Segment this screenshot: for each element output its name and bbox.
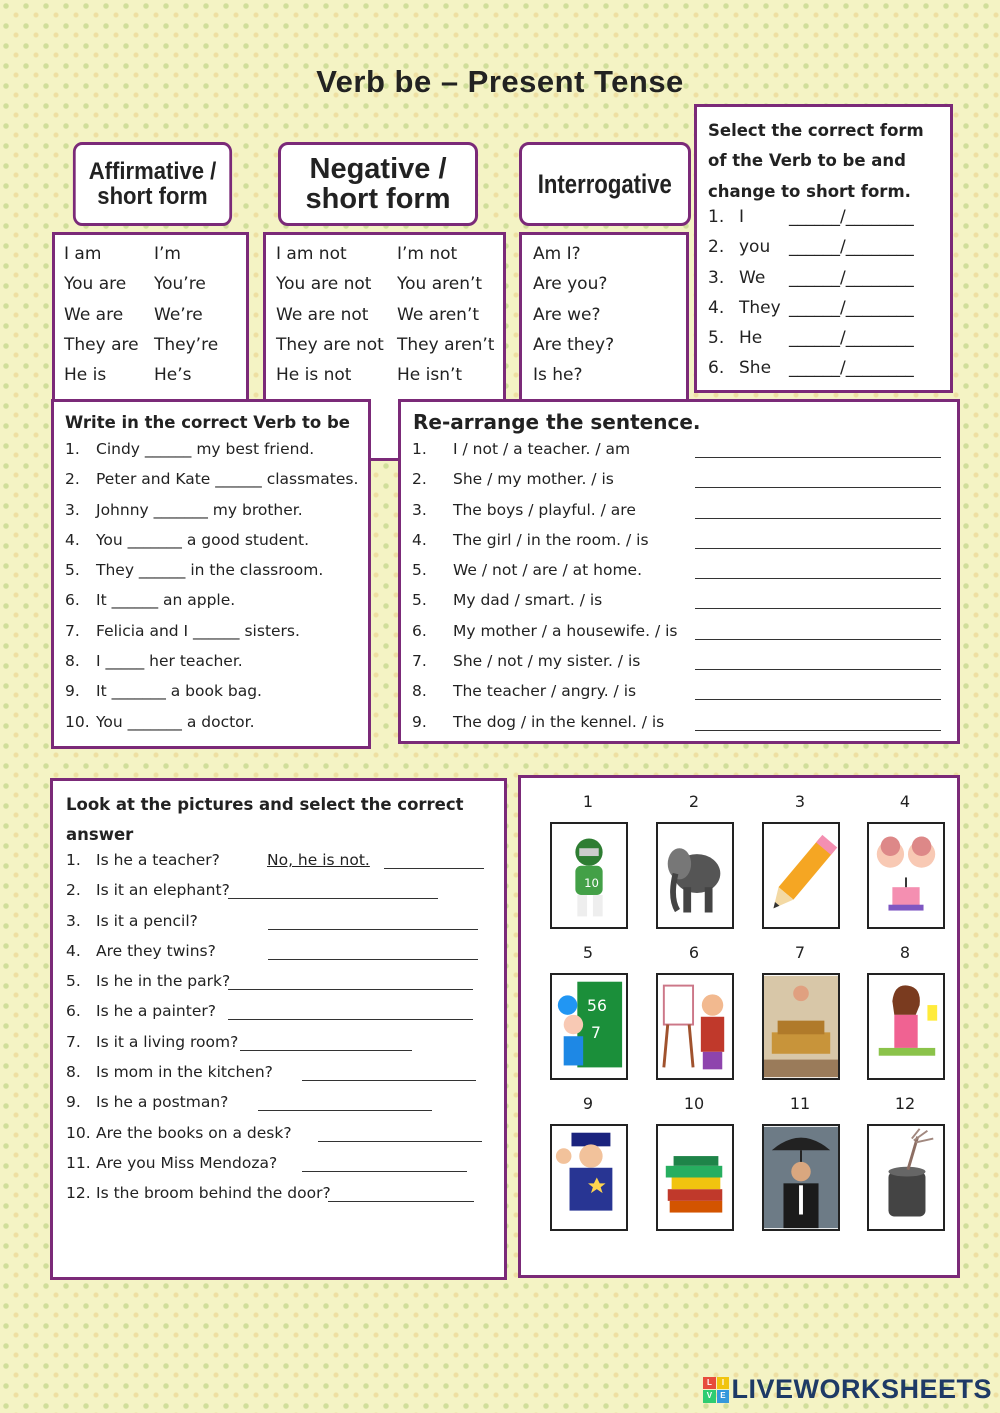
sentence-with-blank[interactable]: You _______ a good student. [96, 530, 309, 549]
item-number: 7. [65, 621, 80, 640]
answer-line[interactable] [695, 548, 941, 549]
item-number: 3. [708, 267, 725, 288]
select-form-item [708, 207, 948, 237]
picture-question-item [66, 912, 496, 942]
page-title: Verb be – Present Tense [316, 64, 684, 99]
rearrange-items [412, 440, 952, 743]
affirmative-header-line1: Affirmative / [88, 157, 217, 185]
answer-line[interactable] [695, 578, 941, 579]
negative-short-form: You aren’t [397, 274, 483, 295]
item-number: 1. [65, 440, 80, 458]
item-number: 1. [708, 207, 725, 227]
affirmative-row [64, 244, 244, 274]
affirmative-short-form: I’m [154, 244, 181, 264]
item-pronoun: We [739, 267, 766, 288]
sentence-with-blank[interactable]: Johnny _______ my brother. [96, 500, 303, 519]
scrambled-sentence: My dad / smart. / is [453, 591, 603, 610]
item-number: 2. [708, 237, 725, 258]
item-number: 6. [412, 621, 427, 640]
negative-row [276, 305, 504, 335]
interrogative-row: Is he? [533, 365, 583, 386]
negative-header-line1: Negative / [309, 152, 447, 185]
affirmative-long-form: I am [64, 244, 102, 264]
item-number: 5. [708, 328, 725, 349]
select-form-item [708, 358, 948, 388]
answer-line[interactable] [695, 518, 941, 519]
scrambled-sentence: She / my mother. / is [453, 470, 614, 489]
item-pronoun: They [739, 297, 781, 318]
negative-short-form: I’m not [397, 244, 458, 264]
answer-line[interactable] [240, 1050, 412, 1051]
question-text: Is he a postman? [96, 1093, 229, 1112]
sentence-with-blank[interactable]: It ______ an apple. [96, 591, 236, 610]
question-text: Is he in the park? [96, 972, 231, 991]
item-number: 2. [66, 881, 81, 900]
pictures-heading-line2: answer [66, 825, 134, 845]
answer-line[interactable] [695, 639, 941, 640]
liveworksheets-logo-icon: L I V E [703, 1377, 729, 1403]
answer-blank[interactable]: ______/________ [789, 328, 914, 349]
answer-blank[interactable]: ______/________ [789, 267, 914, 288]
sentence-with-blank[interactable]: They ______ in the classroom. [96, 561, 324, 580]
sentence-with-blank[interactable]: Peter and Kate ______ classmates. [96, 470, 359, 489]
sentence-with-blank[interactable]: It _______ a book bag. [96, 682, 262, 701]
picture-9 [550, 1124, 628, 1231]
item-pronoun: I [739, 207, 745, 227]
picture-question-item [66, 881, 496, 911]
affirmative-short-form: We’re [154, 304, 203, 325]
picture-10 [656, 1124, 734, 1231]
sentence-with-blank[interactable]: Felicia and I ______ sisters. [96, 621, 300, 640]
negative-long-form: We are not [276, 304, 369, 325]
picture-question-item [66, 1184, 496, 1214]
negative-row [276, 244, 504, 274]
rearrange-item [412, 622, 952, 652]
picture-8 [867, 973, 945, 1080]
interrogative-list [533, 244, 683, 395]
answer-line[interactable] [258, 1110, 432, 1111]
affirmative-long-form: We are [64, 304, 124, 325]
interrogative-row: Am I? [533, 244, 581, 264]
rearrange-item [412, 440, 952, 470]
pictures-heading-line1: Look at the pictures and select the correct [66, 795, 464, 814]
write-verb-item [65, 591, 365, 621]
picture-question-item [66, 1154, 496, 1184]
scrambled-sentence: The girl / in the room. / is [453, 530, 649, 549]
negative-long-form: He is not [276, 365, 352, 386]
item-number: 5. [412, 561, 427, 580]
question-text: Are you Miss Mendoza? [96, 1153, 278, 1172]
rearrange-heading: Re-arrange the sentence. [413, 410, 701, 434]
write-verb-item [65, 561, 365, 591]
interrogative-row: Are they? [533, 334, 615, 355]
picture-question-item [66, 1063, 496, 1093]
answer-blank[interactable]: ______/________ [789, 297, 914, 318]
picture-question-item [66, 1002, 496, 1032]
interrogative-row: Are we? [533, 304, 601, 325]
answer-line[interactable] [228, 989, 473, 990]
item-number: 4. [66, 941, 81, 960]
item-number: 3. [66, 911, 81, 930]
write-verb-heading: Write in the correct Verb to be [65, 413, 350, 432]
write-verb-item [65, 713, 365, 743]
interrogative-row: Are you? [533, 274, 608, 295]
picture-11 [762, 1124, 840, 1231]
affirmative-short-form: He’s [154, 365, 192, 386]
answer-line[interactable] [228, 1019, 473, 1020]
write-verb-items [65, 440, 365, 743]
answer-line[interactable] [695, 457, 941, 458]
logo-text: LIVEWORKSHEETS [731, 1374, 992, 1404]
books-icon [658, 1126, 732, 1229]
picture-number-5: 5 [582, 943, 594, 962]
elephant-icon [658, 824, 732, 927]
picture-number-12: 12 [894, 1094, 916, 1113]
affirmative-row [64, 305, 244, 335]
question-text: Is mom in the kitchen? [96, 1063, 273, 1082]
negative-short-form: We aren’t [397, 304, 480, 325]
picture-question-item [66, 1033, 496, 1063]
answer-line[interactable] [268, 929, 478, 930]
item-number: 1. [412, 440, 427, 458]
twins-birthday-icon [869, 824, 943, 927]
affirmative-list [64, 244, 244, 395]
affirmative-long-form: He is [64, 365, 107, 386]
scrambled-sentence: I / not / a teacher. / am [453, 440, 631, 458]
living-room-icon [764, 975, 838, 1078]
item-number: 6. [65, 591, 80, 610]
picture-question-item [66, 942, 496, 972]
item-number: 5. [65, 561, 80, 580]
question-text: Is he a teacher? [96, 851, 220, 869]
rearrange-item [412, 591, 952, 621]
scrambled-sentence: The teacher / angry. / is [453, 682, 637, 701]
picture-6 [656, 973, 734, 1080]
item-number: 9. [66, 1093, 81, 1112]
affirmative-header [73, 142, 232, 226]
negative-row [276, 365, 504, 395]
item-number: 3. [65, 500, 80, 519]
item-number: 12. [66, 1184, 91, 1203]
picture-4 [867, 822, 945, 929]
picture-2 [656, 822, 734, 929]
policeman-icon [552, 1126, 626, 1229]
picture-question-item [66, 1093, 496, 1123]
affirmative-long-form: You are [64, 274, 127, 295]
picture-number-2: 2 [688, 792, 700, 811]
rearrange-item [412, 713, 952, 743]
picture-12 [867, 1124, 945, 1231]
question-text: Is it a pencil? [96, 911, 198, 930]
item-number: 9. [412, 712, 427, 731]
scrambled-sentence: We / not / are / at home. [453, 561, 643, 580]
negative-long-form: They are not [276, 334, 384, 355]
write-verb-item [65, 440, 365, 470]
question-text: Is the broom behind the door? [96, 1184, 331, 1203]
negative-short-form: He isn’t [397, 365, 463, 386]
answer-line[interactable] [228, 898, 438, 899]
answer-line[interactable] [695, 699, 941, 700]
question-text: Are they twins? [96, 941, 216, 960]
negative-header [278, 142, 478, 226]
affirmative-row [64, 365, 244, 395]
item-number: 2. [412, 470, 427, 489]
answer-line[interactable] [384, 868, 484, 869]
rearrange-item [412, 561, 952, 591]
picture-number-4: 4 [899, 792, 911, 811]
answer-line[interactable] [328, 1201, 474, 1202]
item-number: 11. [66, 1153, 91, 1172]
picture-number-6: 6 [688, 943, 700, 962]
negative-list [276, 244, 504, 395]
item-pronoun: you [739, 237, 771, 258]
write-verb-item [65, 622, 365, 652]
affirmative-long-form: They are [64, 334, 139, 355]
picture-question-item [66, 972, 496, 1002]
sentence-with-blank[interactable]: Cindy ______ my best friend. [96, 440, 315, 458]
item-number: 6. [66, 1002, 81, 1021]
rearrange-item [412, 531, 952, 561]
answer-blank[interactable]: ______/________ [789, 237, 914, 258]
item-number: 4. [65, 530, 80, 549]
scrambled-sentence: My mother / a housewife. / is [453, 621, 678, 640]
write-verb-item [65, 531, 365, 561]
sentence-with-blank[interactable]: I _____ her teacher. [96, 652, 243, 671]
painter-icon [658, 975, 732, 1078]
liveworksheets-logo[interactable] [703, 1374, 992, 1405]
negative-short-form: They aren’t [397, 334, 495, 355]
affirmative-short-form: They’re [154, 334, 219, 355]
pencil-icon [764, 824, 838, 927]
item-number: 8. [412, 682, 427, 701]
answer-line[interactable] [268, 959, 478, 960]
item-number: 8. [66, 1063, 81, 1082]
item-number: 10. [65, 712, 90, 731]
picture-5 [550, 973, 628, 1080]
item-number: 1. [66, 851, 81, 869]
man-umbrella-rain-icon [764, 1126, 838, 1229]
select-form-item [708, 298, 948, 328]
sentence-with-blank[interactable]: You _______ a doctor. [96, 712, 255, 731]
write-verb-item [65, 652, 365, 682]
question-text: Is it an elephant? [96, 881, 230, 900]
picture-number-11: 11 [789, 1094, 811, 1113]
answer-blank[interactable]: ______/________ [789, 207, 914, 227]
item-number: 10. [66, 1123, 91, 1142]
item-number: 2. [65, 470, 80, 489]
answer-line[interactable] [695, 669, 941, 670]
select-form-instruction [708, 116, 948, 207]
answer-line[interactable] [302, 1171, 467, 1172]
item-number: 5. [412, 591, 427, 610]
picture-number-10: 10 [683, 1094, 705, 1113]
affirmative-header-line2: short form [97, 183, 208, 210]
answer-line[interactable] [695, 730, 941, 731]
svg-text:10: 10 [584, 876, 599, 891]
question-text: Are the books on a desk? [96, 1123, 292, 1142]
item-number: 9. [65, 682, 80, 701]
scrambled-sentence: She / not / my sister. / is [453, 652, 641, 671]
select-form-item [708, 328, 948, 358]
picture-number-8: 8 [899, 943, 911, 962]
select-form-line1: Select the correct form [708, 121, 924, 140]
picture-7 [762, 973, 840, 1080]
interrogative-header [519, 142, 691, 226]
pictures-question-items [66, 851, 496, 1215]
select-form-items [708, 207, 948, 389]
negative-row [276, 274, 504, 304]
item-number: 8. [65, 652, 80, 671]
affirmative-row [64, 335, 244, 365]
write-verb-item [65, 501, 365, 531]
picture-number-7: 7 [794, 943, 806, 962]
item-number: 6. [708, 358, 725, 379]
rearrange-item [412, 470, 952, 500]
picture-1 [550, 822, 628, 929]
picture-number-9: 9 [582, 1094, 594, 1113]
negative-header-line2: short form [305, 183, 451, 215]
svg-text:56: 56 [587, 996, 607, 1015]
item-pronoun: She [739, 358, 772, 379]
broom-bucket-icon [869, 1126, 943, 1229]
negative-long-form: I am not [276, 244, 347, 264]
picture-3 [762, 822, 840, 929]
picture-question-item [66, 851, 496, 881]
item-number: 7. [66, 1032, 81, 1051]
write-verb-item [65, 470, 365, 500]
example-answer: No, he is not. [267, 851, 370, 869]
mom-kitchen-icon [869, 975, 943, 1078]
pictures-question-heading [66, 790, 464, 851]
scrambled-sentence: The dog / in the kennel. / is [453, 712, 665, 731]
answer-line[interactable] [695, 487, 941, 488]
football-player-icon [552, 824, 626, 927]
negative-long-form: You are not [276, 274, 372, 295]
picture-number-3: 3 [794, 792, 806, 811]
affirmative-short-form: You’re [154, 274, 206, 295]
item-number: 4. [708, 297, 725, 318]
write-verb-item [65, 682, 365, 712]
item-pronoun: He [739, 328, 763, 349]
rearrange-item [412, 501, 952, 531]
question-text: Is it a living room? [96, 1032, 239, 1051]
select-form-line3: change to short form. [708, 181, 911, 201]
answer-line[interactable] [318, 1141, 482, 1142]
item-number: 3. [412, 500, 427, 519]
answer-blank[interactable]: ______/________ [789, 358, 914, 379]
picture-number-1: 1 [582, 792, 594, 811]
answer-line[interactable] [695, 608, 941, 609]
svg-text:7: 7 [590, 1024, 601, 1043]
item-number: 7. [412, 652, 427, 671]
scrambled-sentence: The boys / playful. / are [453, 500, 636, 519]
rearrange-item [412, 682, 952, 712]
select-form-item [708, 268, 948, 298]
select-form-item [708, 237, 948, 267]
rearrange-item [412, 652, 952, 682]
picture-question-item [66, 1124, 496, 1154]
answer-line[interactable] [302, 1080, 476, 1081]
negative-row [276, 335, 504, 365]
interrogative-header-text: Interrogative [537, 168, 673, 199]
select-form-line2: of the Verb to be and [708, 151, 906, 171]
affirmative-row [64, 274, 244, 304]
item-number: 5. [66, 972, 81, 991]
item-number: 4. [412, 530, 427, 549]
teacher-chalkboard-icon [552, 975, 626, 1078]
question-text: Is he a painter? [96, 1002, 216, 1021]
